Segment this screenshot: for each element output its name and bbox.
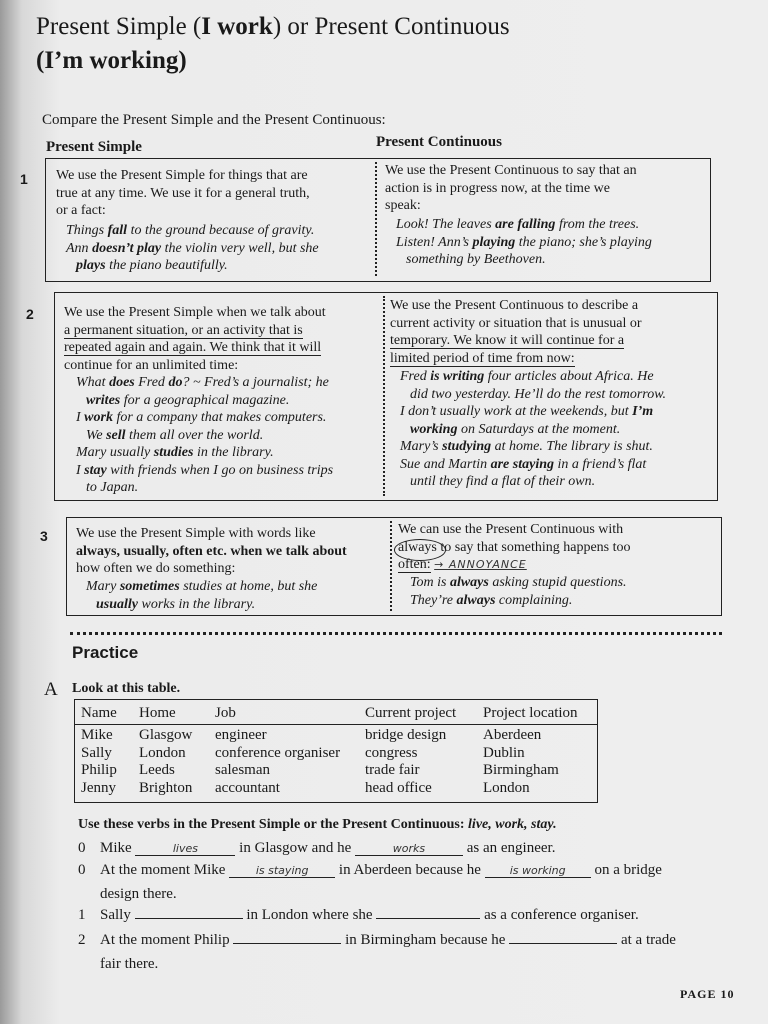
page-title: Present Simple (I work) or Present Continuous	[36, 13, 510, 40]
simple-rule-2: We use the Present Simple when we talk about a permanent situation, or an activity that is repeated again and again. We think that it will continue for an unlimited time:	[64, 305, 326, 373]
answer-blank[interactable]	[376, 918, 480, 919]
table-row: Mike Glasgow engineer bridge design Aberdeen	[81, 727, 542, 743]
cont-rule-3: We can use the Present Continuous with always to say that something happens too often: → ANNOYANCE	[398, 522, 631, 572]
table-header-rule	[75, 724, 597, 725]
exercise-item-continuation: design there.	[100, 886, 177, 902]
section-number: 2	[26, 306, 34, 322]
answer-blank[interactable]	[135, 918, 243, 919]
table-header: Home	[139, 705, 176, 721]
table-row: Sally London conference organiser congress Dublin	[81, 744, 525, 761]
exercise-item-example-2: 0 At the moment Mike is staying in Aberdeen because he is working on a bridge	[78, 862, 662, 878]
hand-drawn-circle	[394, 539, 446, 561]
simple-examples-2: What does Fred do? ~ Fred’s a journalist; he writes for a geographical magazine. I work for a company that makes computers. We sell them all over the world. Mary usually studies in the library. I stay with friends when I go on business trips to Japan.	[76, 375, 334, 495]
simple-examples-1: Things fall to the ground because of gravity. Ann doesn’t play the violin very well, but she plays the piano beautifully.	[66, 223, 319, 273]
page-number: PAGE 10	[680, 987, 735, 1001]
exercise-title: Look at this table.	[72, 681, 181, 696]
simple-rule-3: We use the Present Simple with words like always, usually, often etc. when we talk about how often we do something:	[76, 526, 347, 576]
table-header: Project location	[483, 705, 578, 721]
column-divider	[383, 296, 385, 496]
compare-intro: Compare the Present Simple and the Present Continuous:	[42, 112, 386, 128]
answer-blank[interactable]: is staying	[229, 864, 335, 878]
answer-blank[interactable]	[509, 943, 617, 944]
answer-blank[interactable]: works	[355, 842, 463, 856]
section-number: 1	[20, 171, 28, 187]
section-separator	[70, 632, 722, 635]
exercise-instruction: Use these verbs in the Present Simple or the Present Continuous: live, work, stay.	[78, 817, 557, 832]
cont-examples-3: Tom is always asking stupid questions. They’re always complaining.	[410, 575, 627, 608]
exercise-item-example-1: 0 Mike lives in Glasgow and he works as an engineer.	[78, 840, 556, 856]
answer-blank[interactable]: lives	[135, 842, 235, 856]
handwritten-note: → ANNOYANCE	[434, 558, 527, 571]
simple-examples-3: Mary sometimes studies at home, but she usually works in the library.	[86, 579, 318, 612]
table-header-row	[75, 705, 584, 723]
exercise-item-continuation: fair there.	[100, 956, 159, 972]
project-table	[75, 705, 584, 723]
column-divider	[390, 521, 392, 611]
answer-blank[interactable]	[233, 943, 341, 944]
table-header: Current project	[365, 705, 457, 721]
cont-examples-1: Look! The leaves are falling from the trees. Listen! Ann’s playing the piano; she’s playing something by Beethoven.	[396, 217, 652, 267]
page-title-line2: (I’m working)	[36, 47, 187, 74]
project-table-frame	[74, 699, 598, 803]
col-heading-simple: Present Simple	[46, 139, 142, 155]
section-number: 3	[40, 528, 48, 544]
table-header: Job	[215, 705, 236, 721]
table-row: Philip Leeds salesman trade fair Birmingham	[81, 762, 559, 778]
exercise-letter: A	[44, 679, 58, 700]
table-row: Jenny Brighton accountant head office London	[81, 779, 530, 796]
answer-blank[interactable]: is working	[485, 864, 591, 878]
cont-examples-2: Fred is writing four articles about Africa. He did two yesterday. He’ll do the rest tomorrow. I don’t usually work at the weekends, but I’m working on Saturdays at the moment. Mary’s studying at home. The library is shut. Sue and Martin are staying in a friend’s flat until they find a flat of their own.	[400, 369, 666, 489]
cont-rule-1: We use the Present Continuous to say that an action is in progress now, at the time we speak:	[385, 163, 637, 213]
exercise-item-2: 2 At the moment Philip in Birmingham because he at a trade	[78, 932, 676, 948]
practice-heading: Practice	[72, 643, 139, 662]
exercise-item-1: 1 Sally in London where she as a conference organiser.	[78, 907, 639, 923]
simple-rule-1: We use the Present Simple for things that are true at any time. We use it for a general truth, or a fact:	[56, 168, 310, 218]
cont-rule-2: We use the Present Continuous to describe a current activity or situation that is unusual or temporary. We know it will continue for a limited period of time from now:	[390, 298, 642, 366]
table-header: Name	[81, 705, 117, 721]
column-divider	[375, 162, 377, 276]
project-table-body	[75, 727, 565, 797]
col-heading-continuous: Present Continuous	[376, 134, 502, 150]
